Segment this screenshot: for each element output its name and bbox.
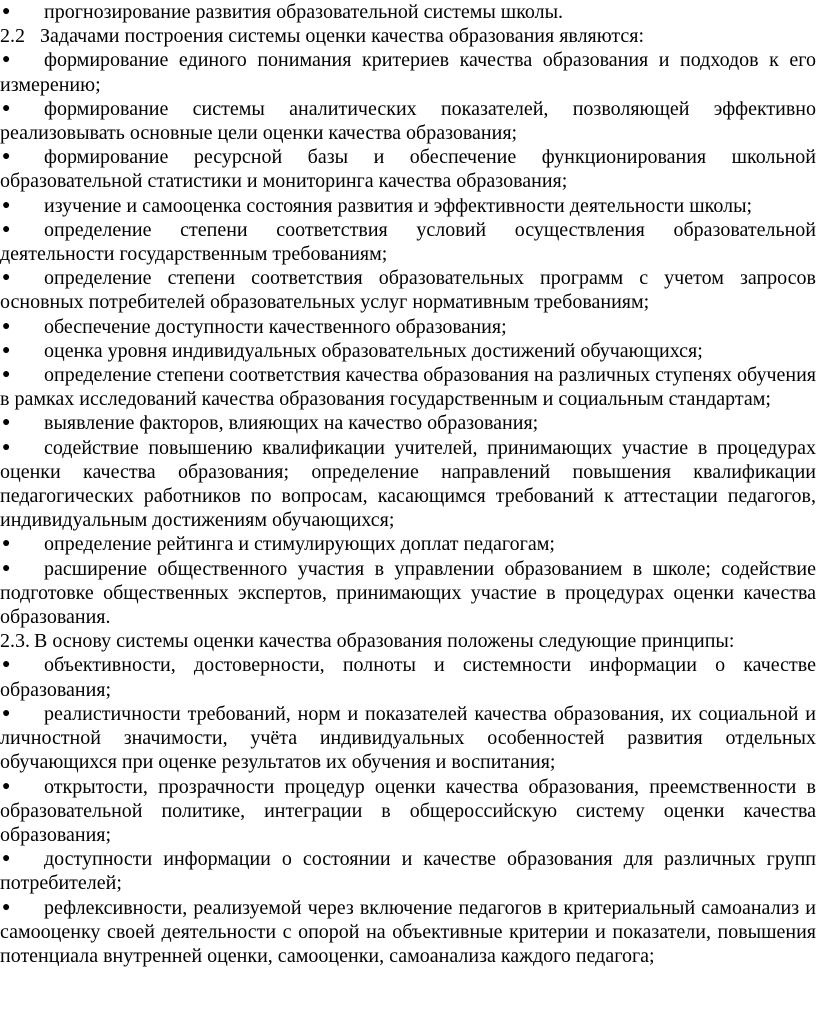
list-item-text: выявление факторов, влияющих на качество образования; [44, 412, 539, 435]
bullet-icon: ● [2, 149, 11, 165]
bullet-icon: ● [2, 342, 11, 358]
list-item [0, 315, 816, 339]
bullet-icon: ● [2, 221, 11, 237]
section-heading-2-2 [0, 24, 816, 48]
bullet-icon: ● [2, 197, 11, 213]
list-item-text: определение степени соответствия условий осуществления образовательной деятельности государственным требованиям; [0, 218, 816, 266]
bullet-icon: ● [2, 560, 11, 576]
list-item-text: открытости, прозрачности процедур оценки качества образования, преемственности в образовательной политике, интеграции в общероссийскую систему оценки качества образования; [0, 775, 816, 846]
list-item [0, 436, 816, 533]
list-item [0, 218, 816, 266]
bullet-icon: ● [2, 415, 11, 431]
list-item [0, 194, 816, 218]
list-item [0, 266, 816, 314]
bullet-icon: ● [2, 536, 11, 552]
list-item-text: реалистичности требований, норм и показателей качества образования, их социальной и личностной значимости, учёта индивидуальных особенностей развития отдельных обучающихся при оценке результатов их обучения и воспитания; [0, 702, 816, 774]
bullet-icon: ● [2, 439, 11, 455]
list-item-text: прогнозирование развития образовательной системы школы. [44, 1, 564, 23]
section-heading-text: В основу системы оценки качества образования положены следующие принципы: [34, 630, 735, 653]
list-item [0, 653, 816, 701]
list-item [0, 48, 816, 96]
list-item [0, 363, 816, 411]
list-item [0, 411, 816, 435]
section-2-2-list [0, 48, 816, 629]
bullet-icon: ● [2, 778, 11, 794]
bullet-icon: ● [2, 318, 11, 334]
list-item-text: определение степени соответствия качества образования на различных ступенях обучения в рамках исследований качества образования государственным и социальным стандартам; [0, 364, 816, 411]
bullet-icon: ● [2, 899, 11, 915]
list-item [0, 847, 816, 895]
list-item-text: определение степени соответствия образовательных программ с учетом запросов основных потребителей образовательных услуг нормативным требованиям; [0, 267, 816, 314]
section-number: 2.2 [0, 25, 25, 48]
list-item-text: изучение и самооценка состояния развития и эффективности деятельности школы; [44, 194, 753, 217]
bullet-icon: ● [2, 4, 11, 19]
list-item [0, 557, 816, 630]
list-item-text: формирование системы аналитических показателей, позволяющей эффективно реализовывать основные цели оценки качества образования; [0, 97, 816, 145]
list-item-text: определение рейтинга и стимулирующих доплат педагогам; [44, 533, 555, 556]
bullet-icon: ● [2, 657, 11, 673]
list-item-text: обеспечение доступности качественного образования; [44, 315, 507, 338]
list-item [0, 532, 816, 556]
list-item [0, 145, 816, 193]
list-item-text: содействие повышению квалификации учителей, принимающих участие в процедурах оценки качества образования; определение направлений повышения квалификации педагогических работников по вопросам, касающимся требований к аттестации педагогов, индивидуальным достижениям обучающихся; [0, 436, 816, 532]
list-item [0, 339, 816, 363]
list-item-text: формирование единого понимания критериев качества образования и подходов к его измерению; [0, 49, 816, 96]
section-heading-2-3 [0, 629, 816, 653]
bullet-icon: ● [2, 851, 11, 867]
list-item-text: расширение общественного участия в управлении образованием в школе; содействие подготовке общественных экспертов, принимающих участие в процедурах оценки качества образования. [0, 557, 816, 629]
list-item-text: доступности информации о состоянии и качестве образования для различных групп потребителей; [0, 848, 816, 895]
list-item-text: рефлексивности, реализуемой через включение педагогов в критериальный самоанализ и самооценку своей деятельности с опорой на объективные критерии и показатели, повышения потенциала внутренней оценки, самооценки, самоанализа каждого педагога; [0, 896, 816, 967]
section-number: 2.3. [0, 630, 30, 653]
list-item [0, 896, 816, 969]
list-item [0, 97, 816, 145]
bullet-icon: ● [2, 100, 11, 116]
section-2-3-list [0, 653, 816, 968]
list-item-text: оценка уровня индивидуальных образовательных достижений обучающихся; [44, 339, 703, 362]
bullet-icon: ● [2, 52, 11, 68]
bullet-icon: ● [2, 270, 11, 286]
bullet-icon: ● [2, 705, 11, 721]
list-item-text: формирование ресурсной базы и обеспечение функционирования школьной образовательной статистики и мониторинга качества образования; [0, 146, 816, 193]
bullet-icon: ● [2, 367, 11, 383]
list-item [0, 0, 816, 24]
list-item [0, 775, 816, 848]
section-heading-text: Задачами построения системы оценки качества образования являются: [40, 25, 645, 48]
list-item-text: объективности, достоверности, полноты и системности информации о качестве образования; [0, 654, 816, 701]
list-item [0, 702, 816, 775]
